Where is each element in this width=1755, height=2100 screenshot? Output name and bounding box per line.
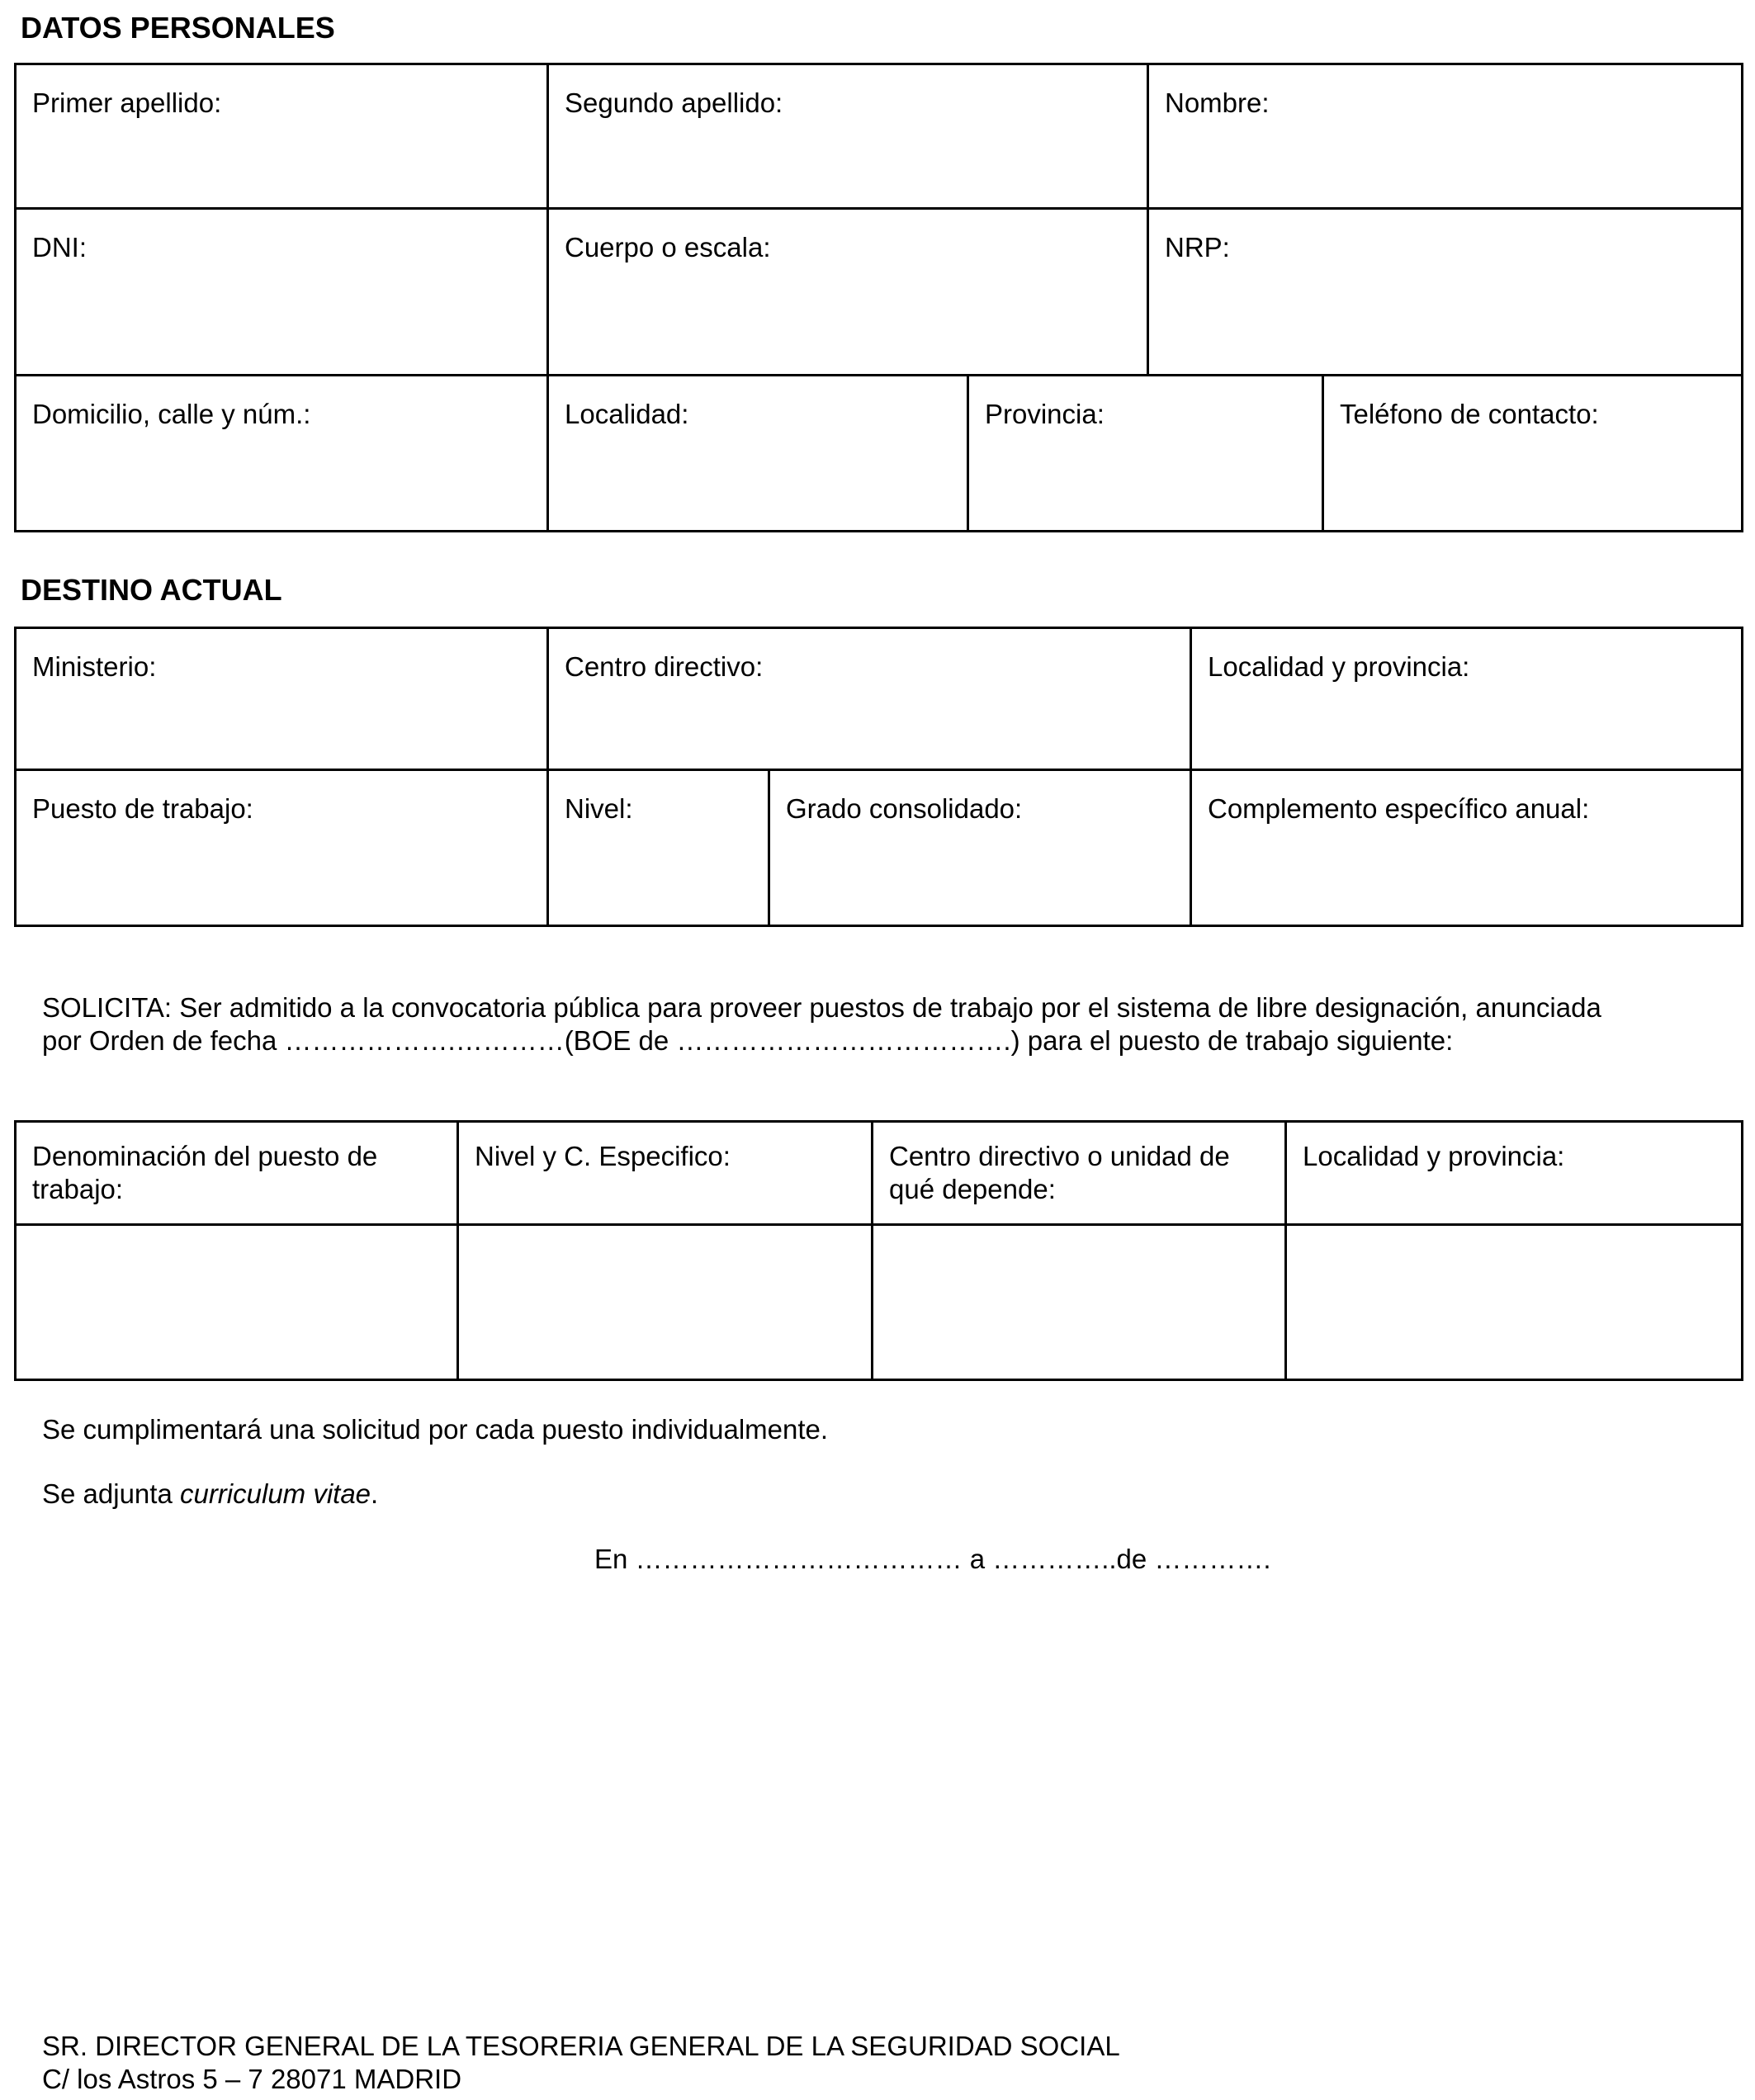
field-localidad-label: Localidad:: [565, 399, 689, 429]
field-puesto-trabajo[interactable]: [16, 770, 546, 925]
input-centro-unidad[interactable]: [873, 1225, 1284, 1379]
header-nivel-ce-label: Nivel y C. Especifico:: [475, 1141, 731, 1171]
note-attach-cv-italic: curriculum vitae: [179, 1478, 371, 1509]
field-provincia[interactable]: [968, 376, 1322, 530]
field-localidad-provincia[interactable]: [1191, 628, 1741, 769]
field-primer-apellido-label: Primer apellido:: [32, 88, 222, 118]
request-line-2: por Orden de fecha ……………….…………(BOE de ……………………………….) para el puesto de trabajo siguiente:: [42, 1025, 1454, 1056]
addressee-line-2: C/ los Astros 5 – 7 28071 MADRID: [42, 2064, 462, 2094]
field-domicilio[interactable]: [16, 376, 546, 530]
field-centro-directivo[interactable]: [548, 628, 1190, 769]
field-primer-apellido[interactable]: [16, 64, 546, 207]
field-nivel-label: Nivel:: [565, 793, 633, 824]
field-complemento-especifico-label: Complemento específico anual:: [1208, 793, 1590, 824]
field-localidad[interactable]: [548, 376, 967, 530]
field-grado-consolidado-label: Grado consolidado:: [786, 793, 1023, 824]
field-telefono[interactable]: [1323, 376, 1741, 530]
input-nivel-ce[interactable]: [458, 1225, 871, 1379]
header-localidad-provincia: [1286, 1122, 1741, 1223]
field-nombre-label: Nombre:: [1165, 88, 1270, 118]
header-denominacion: [16, 1122, 456, 1223]
field-puesto-trabajo-label: Puesto de trabajo:: [32, 793, 253, 824]
field-domicilio-label: Domicilio, calle y núm.:: [32, 399, 311, 429]
section-title-personal: DATOS PERSONALES: [21, 11, 335, 45]
field-telefono-label: Teléfono de contacto:: [1340, 399, 1599, 429]
field-dni[interactable]: [16, 209, 546, 374]
field-segundo-apellido-label: Segundo apellido:: [565, 88, 783, 118]
note-attach-prefix: Se adjunta: [42, 1478, 180, 1509]
field-grado-consolidado[interactable]: [769, 770, 1190, 925]
field-nrp-label: NRP:: [1165, 232, 1230, 262]
field-cuerpo-escala-label: Cuerpo o escala:: [565, 232, 771, 262]
field-nivel[interactable]: [548, 770, 768, 925]
field-complemento-especifico[interactable]: [1191, 770, 1741, 925]
request-text: [42, 991, 1601, 1057]
field-segundo-apellido[interactable]: [548, 64, 1147, 207]
note-one-per-post: Se cumplimentará una solicitud por cada puesto individualmente.: [42, 1414, 829, 1445]
field-cuerpo-escala[interactable]: [548, 209, 1147, 374]
input-denominacion[interactable]: [16, 1225, 456, 1379]
section-title-current: DESTINO ACTUAL: [21, 573, 282, 607]
note-attach-suffix: .: [371, 1478, 379, 1509]
header-centro-unidad: [873, 1122, 1284, 1223]
header-nivel-ce: [458, 1122, 871, 1223]
field-dni-label: DNI:: [32, 232, 87, 262]
field-localidad-provincia-label: Localidad y provincia:: [1208, 651, 1470, 682]
field-provincia-label: Provincia:: [985, 399, 1105, 429]
field-ministerio-label: Ministerio:: [32, 651, 157, 682]
header-localidad-provincia-label: Localidad y provincia:: [1303, 1141, 1565, 1171]
note-attach-cv: [42, 1478, 378, 1511]
header-centro-unidad-label: Centro directivo o unidad de qué depende:: [889, 1141, 1230, 1204]
field-centro-directivo-label: Centro directivo:: [565, 651, 764, 682]
request-line-1: SOLICITA: Ser admitido a la convocatoria pública para proveer puestos de trabajo por el sistema de libre designación, anunciada: [42, 992, 1601, 1023]
place-date-line[interactable]: En ……………………………… a …………..de ………….: [594, 1544, 1271, 1574]
addressee-line-1: SR. DIRECTOR GENERAL DE LA TESORERIA GENERAL DE LA SEGURIDAD SOCIAL: [42, 2031, 1120, 2061]
header-denominacion-label: Denominación del puesto de trabajo:: [32, 1141, 378, 1204]
field-nombre[interactable]: [1148, 64, 1741, 207]
field-nrp[interactable]: [1148, 209, 1741, 374]
field-ministerio[interactable]: [16, 628, 546, 769]
addressee-block: [42, 2030, 1120, 2096]
input-localidad-provincia[interactable]: [1286, 1225, 1741, 1379]
